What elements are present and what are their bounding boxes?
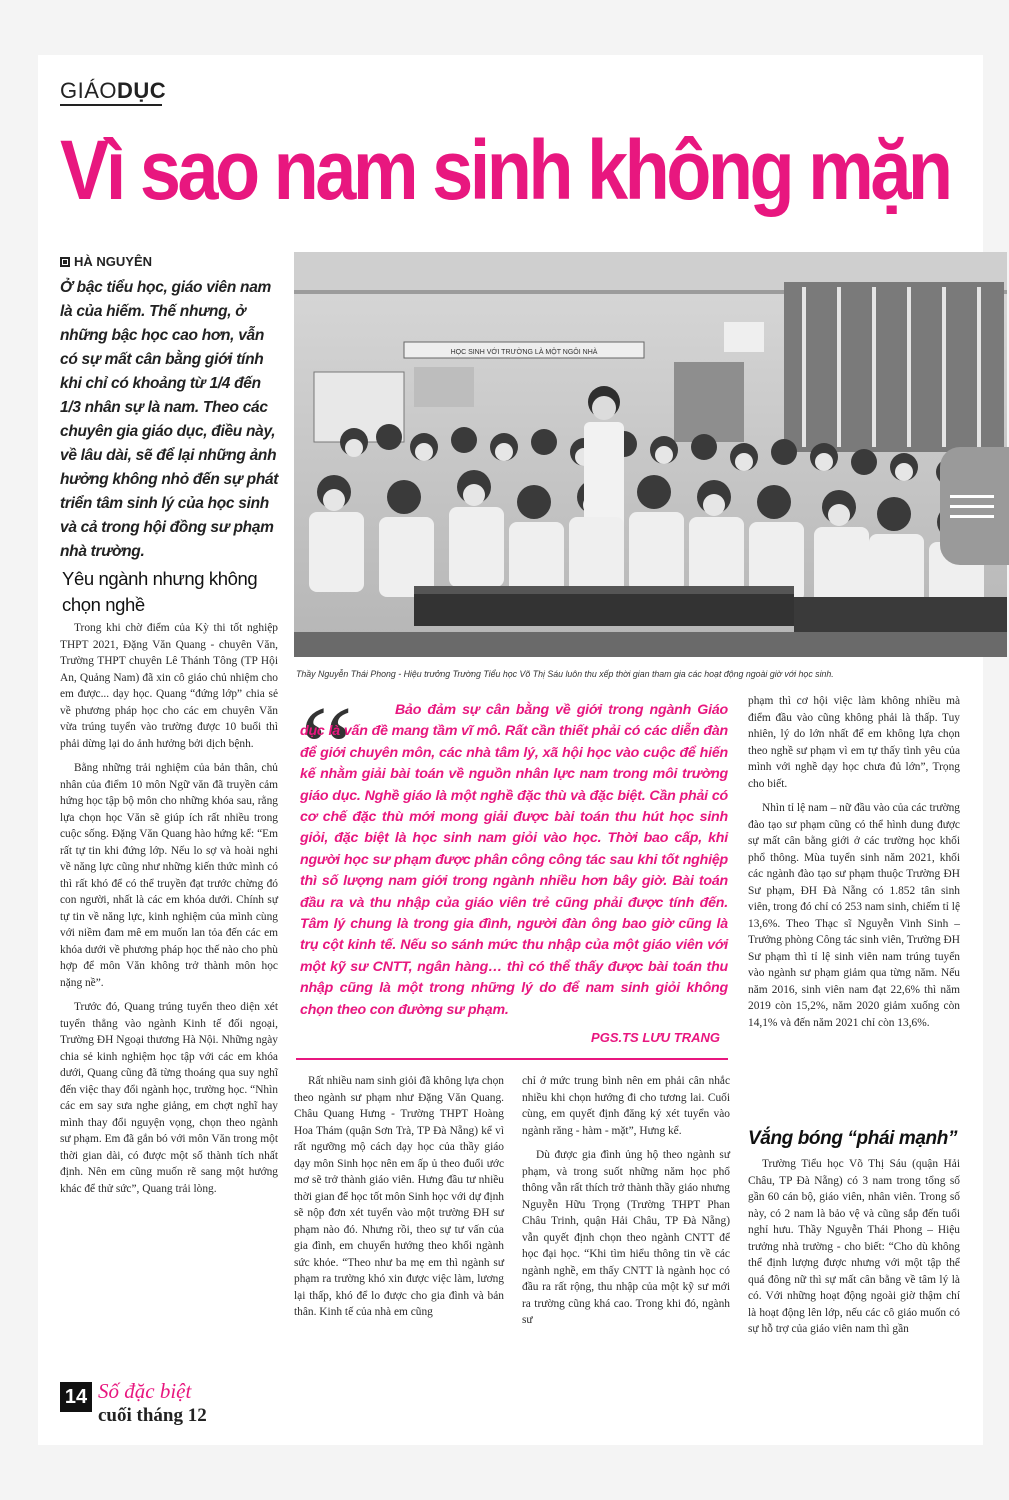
paragraph: Bằng những trải nghiệm của bản thân, chủ nhân của điểm 10 môn Ngữ văn đã truyền cảm hứng học tập bộ môn cho những khóa sau, rằng lựa chọn học Văn sẽ giúp ích rất nhiều trong cuộc sống. Đặng Văn Quang hào hứng kể: “Em rất tự tin khi đứng lớp. Nếu lo sợ và hoài nghi về năng lực cũng như những kiến thức mình có thì rất khó để có thể truyền đạt trước chừng đó con người, nhất là các em khóa dưới. Chính sự tự tin về năng lực, kinh nghiệm của mình cùng với niềm đam mê em muốn lan tỏa đến các em khóa dưới về phương pháp học thế nào cho phù hợp để môn Văn không trở thành môn học nặng nề”. <box>60 762 278 989</box>
photo-caption: Thầy Nguyễn Thái Phong - Hiệu trưởng Trường Tiểu học Võ Thị Sáu luôn thu xếp thời gian tham gia các hoạt động ngoài giờ với học sinh. <box>296 669 834 679</box>
pull-quote <box>300 700 728 1021</box>
paragraph: Rất nhiều nam sinh giỏi đã không lựa chọn theo ngành sư phạm như Đặng Văn Quang. Châu Quang Hưng - Trường THPT Hoàng Hoa Thám (quận Sơn Trà, TP Đà Nẵng) kể vì rất ngưỡng mộ cách dạy học của thầy giáo dạy môn Sinh học nên em ấp ủ theo đuổi ước mơ sẽ trở thành giáo viên. Hưng đầu tư nhiều thời gian để học tốt môn Sinh học với dự định sẽ nộp đơn xét tuyển vào một trường ĐH sư phạm nào đó. Nhưng rồi, theo sự tư vấn của gia đình, em chuyển hướng theo khối ngành sức khỏe. “Theo như ba mẹ em thì ngành sư phạm ra trường khó xin được việc làm, lương lại thấp, khó để lo được cho gia đình và bản thân. Kinh tế của nhà em cũng <box>294 1075 504 1318</box>
issue-title: Số đặc biệt <box>98 1379 192 1403</box>
paragraph: phạm thì cơ hội việc làm không nhiều mà điểm đầu vào cũng không phải là thấp. Tuy nhiên, lý do lớn nhất để em không lựa chọn theo nghề sư phạm vì em tự thấy tình yêu của mình với nghề dạy học chưa đủ lớn”, Trọng cho biết. <box>748 695 960 790</box>
column-4 <box>748 693 960 1039</box>
scroll-handle[interactable] <box>940 447 1009 565</box>
lede: Ở bậc tiểu học, giáo viên nam là của hiếm. Thế nhưng, ở những bậc học cao hơn, vẫn có sự mất cân bằng giới tính khi chỉ có khoảng từ 1/4 đến 1/3 nhân sự là nam. Theo các chuyên gia giáo dục, điều này, về lâu dài, sẽ để lại những ảnh hưởng không nhỏ đến sự phát triển tâm sinh lý của học sinh và cả trong hội đồng sư phạm nhà trường. <box>60 279 279 560</box>
paragraph: Trường Tiểu học Võ Thị Sáu (quận Hải Châu, TP Đà Nẵng) có 3 nam trong tổng số gần 60 cán bộ, giáo viên, nhân viên. Trong số này, có 2 nam là bảo vệ và cũng sắp đến tuổi nghỉ hưu. Thầy Nguyễn Thái Phong – Hiệu trưởng nhà trường - cho biết: “Cho dù không thể định lượng được nhưng với một tập thể quá đông nữ thì sự mất cân bằng về tâm lý là có. Với những hoạt động ngoài giờ thậm chí là hoạt động lên lớp, nếu các cô giáo muốn có sự hỗ trợ của giáo viên nam thì gần <box>748 1158 960 1335</box>
quote-author: PGS.TS LƯU TRANG <box>591 1030 720 1045</box>
paragraph: Trong khi chờ điểm của Kỳ thi tốt nghiệp THPT 2021, Đặng Văn Quang - chuyên Văn, Trường THPT chuyên Lê Thánh Tông (TP Hội An, Quảng Nam) đã xin cô giáo chủ nhiệm cho em được... dạy học. Quang “đứng lớp” chia sẻ về phương pháp học cho các em chuyên Văn vừa trúng tuyển vào trường được 10 buổi thì phải dừng lại do ảnh hưởng bởi dịch bệnh. <box>60 622 278 750</box>
paragraph: Nhìn tỉ lệ nam – nữ đầu vào của các trường đào tạo sư phạm cũng có thể hình dung được sự mất cân bằng giới ở các trường học khối phổ thông. Mùa tuyển sinh năm 2021, khối các ngành đào tạo sư phạm thuộc Trường ĐH Sư phạm, ĐH Đà Nẵng có 1.852 tân sinh viên, trong đó chỉ có 253 nam sinh, chiếm tỉ lệ 13,6%. Theo Thạc sĩ Nguyễn Vinh Sinh – Trưởng phòng Công tác sinh viên, Trường ĐH Sư phạm thì tỉ lệ sinh viên nam trúng tuyển vào ngành sư phạm giảm qua từng năm. Nếu năm 2016, sinh viên nam đạt 22,6% thì năm 2019 còn 15,2%, năm 2020 giảm xuống còn 14,1% và đến năm 2021 chỉ còn 13,6%. <box>748 802 960 1029</box>
classroom-photo-illustration <box>294 252 1007 657</box>
classroom-photo <box>294 252 1007 657</box>
pull-quote-text: Bảo đảm sự cân bằng về giới trong ngành Giáo dục là vấn đề mang tầm vĩ mô. Rất cần thiết phải có các diễn đàn để giới chuyên môn, các nhà tâm lý, xã hội học vào cuộc để hiến kế nhằm giải bài toán về nguồn nhân lực nam trong môi trường giáo dục. Nghề giáo là một nghề đặc thù và đặc biệt. Cần phải có cơ chế đặc thù mới mong giải được bài toán thu hút học sinh giỏi, đặc biệt là học sinh nam giỏi vào học. Thời bao cấp, khi người học sư phạm được phân công công tác sau khi tốt nghiệp thì số lượng nam giới trong ngành nhiều hơn bây giờ. Bài toán đầu ra và thu nhập của giáo viên trẻ cũng phải được tính đến. Tâm lý chung là trong gia đình, người đàn ông bao giờ cũng là trụ cột kinh tế. Nếu so sánh mức thu nhập của một giáo viên với một kỹ sư CNTT, ngân hàng… thì có thể thấy được bài toán thu nhập cũng là một trong những lý do để nam sinh giỏi không chọn theo con đường sư phạm. <box>300 702 728 1018</box>
column-2 <box>294 1073 504 1329</box>
quote-mark-icon: “ <box>300 681 354 814</box>
issue-subtitle: cuối tháng 12 <box>98 1405 207 1426</box>
paragraph: chỉ ở mức trung bình nên em phải cân nhắc nhiều khi chọn hướng đi cho tương lai. Cuối cùng, em quyết định đăng ký xét tuyển vào ngành răng - hàm - mặt”, Hưng kể. <box>522 1075 730 1137</box>
paragraph: Trước đó, Quang trúng tuyển theo diện xét tuyển thẳng vào ngành Kinh tế đối ngoại, Trường ĐH Ngoại thương Hà Nội. Những ngày chia sẻ kinh nghiệm học tập với các em khóa dưới, Quang cũng đã từng thoáng qua suy nghĩ đến việc thay đổi ngành học, trường học. “Nhìn các em say sưa nghe giảng, em chợt nghĩ hay mình thay đổi nguyện vọng, chọn theo ngành sư phạm. Em đã gắn bó với môn Văn trong một thời gian dài, có được một số thành tích nhất định. Nên em cũng muốn rẽ sang một hướng khác để thử sức”, Quang trải lòng. <box>60 1001 278 1195</box>
column-4b <box>748 1156 960 1346</box>
byline-square-icon <box>60 257 70 267</box>
subhead-2: Vắng bóng “phái mạnh” <box>748 1128 958 1149</box>
section-rule <box>60 104 162 106</box>
scroll-handle-line <box>950 515 994 518</box>
section-label: GIÁODỤC <box>60 78 167 103</box>
page-number: 14 <box>60 1382 92 1412</box>
column-1 <box>60 620 278 1205</box>
headline: Vì sao nam sinh không mặn <box>60 123 950 217</box>
paragraph: Dù được gia đình ủng hộ theo ngành sư phạm, và trong suốt những năm học phổ thông vẫn rất thích trở thành thầy giáo nhưng Nguyễn Hữu Trọng (Trường THPT Phan Châu Trinh, quận Hải Châu, TP Đà Nẵng) vẫn quyết định chọn theo ngành CNTT để học đại học. “Khi tìm hiểu thông tin về các ngành nghề, em thấy CNTT là ngành học có đầu ra rất rộng, thu nhập của một kỹ sư mới ra trường cũng khá cao. Trong khi đó, ngành sư <box>522 1149 730 1326</box>
column-3 <box>522 1073 730 1337</box>
scroll-handle-line <box>950 505 994 508</box>
quote-rule <box>296 1058 728 1060</box>
scroll-handle-line <box>950 495 994 498</box>
subhead-1: Yêu ngành nhưng không chọn nghề <box>62 568 258 615</box>
byline: HÀ NGUYÊN <box>60 254 152 269</box>
classroom-banner-text: HỌC SINH VỚI TRƯỜNG LÀ MỘT NGÔI NHÀ <box>450 349 598 356</box>
